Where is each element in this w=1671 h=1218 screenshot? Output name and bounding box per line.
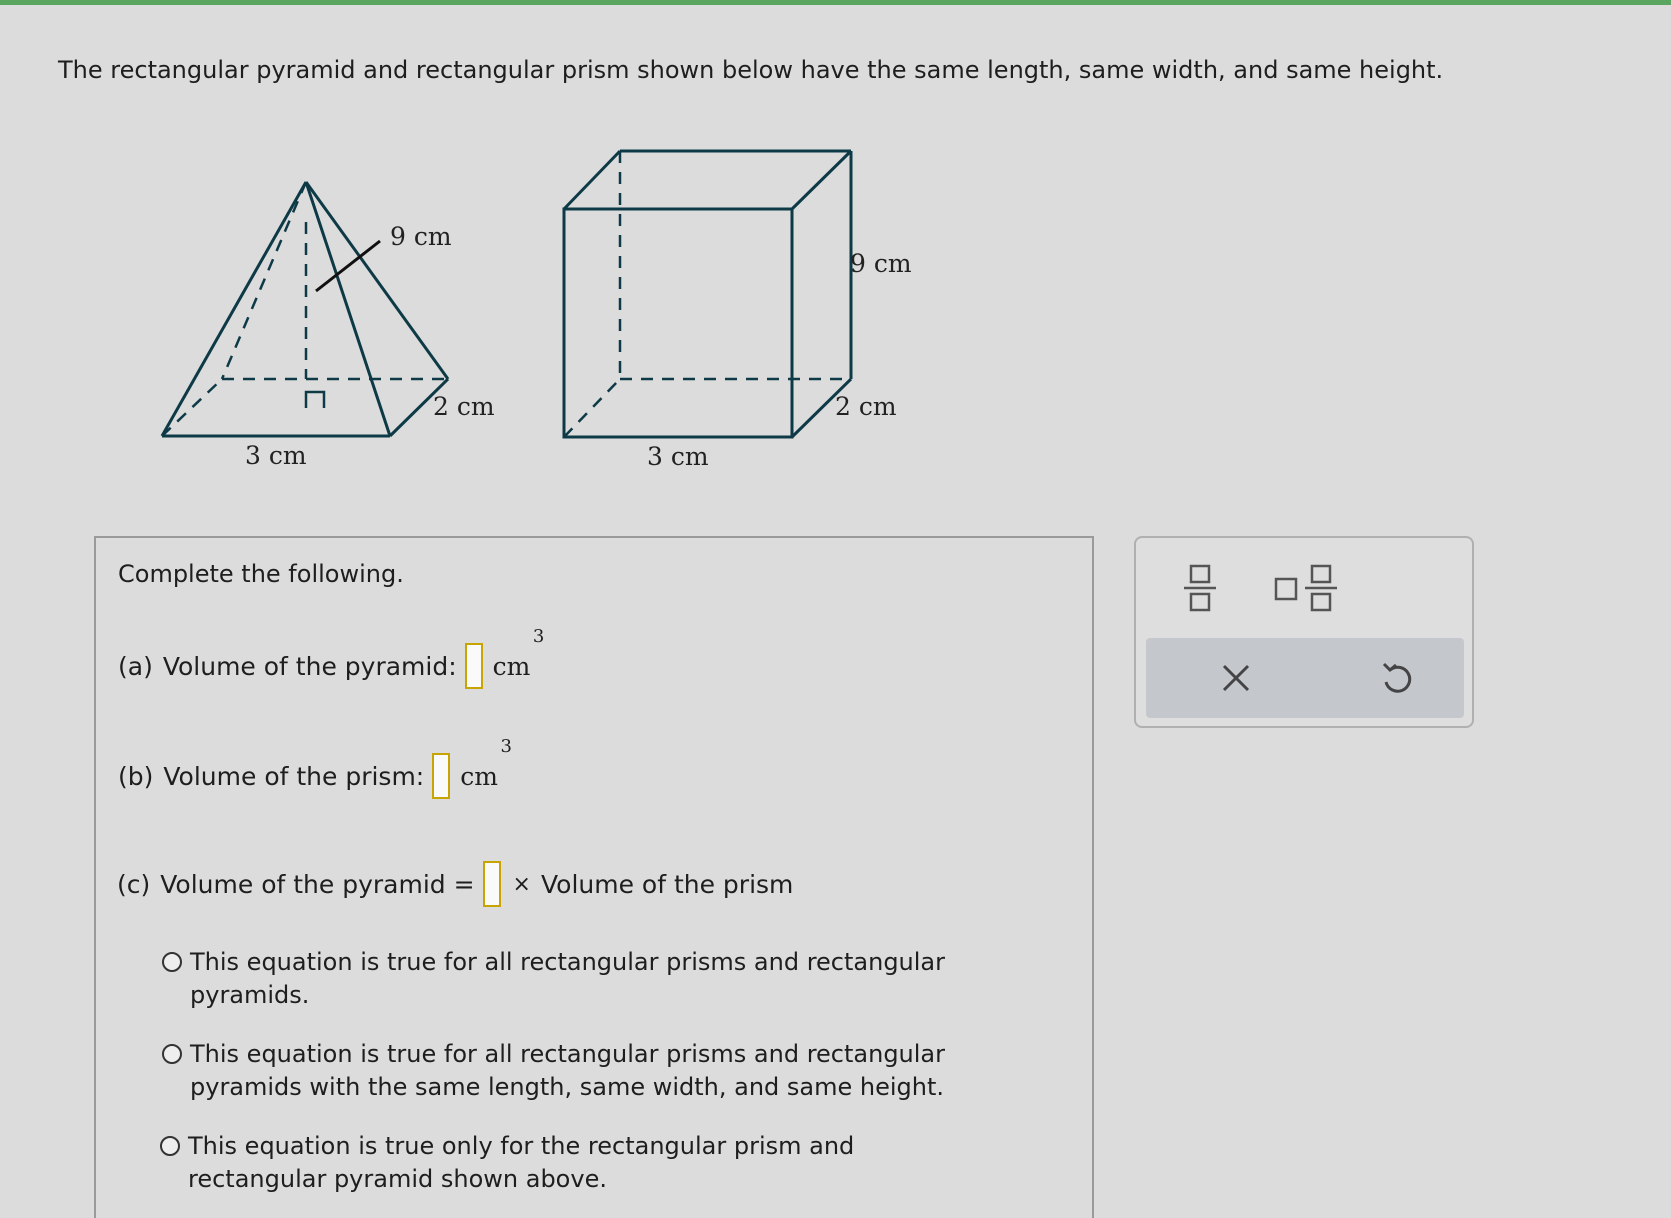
part-a-unit [492,625,545,681]
part-a-label: (a) [118,651,153,681]
part-b-exponent: 3 [500,735,512,757]
clear-icon[interactable] [1218,660,1254,696]
ratio-input[interactable] [483,861,501,907]
radio-button[interactable] [162,1044,182,1064]
option-label [188,1130,854,1196]
option-line: This equation is true only for the rectangular prism and [188,1132,855,1160]
undo-icon[interactable] [1378,658,1416,698]
part-b-label: (b) [118,761,154,791]
prism-width-label: 2 cm [835,392,897,421]
part-b [118,735,512,799]
fraction-icon[interactable] [1180,560,1220,616]
prism-height-label: 9 cm [850,249,912,278]
part-b-text: Volume of the prism: [163,761,425,791]
mixed-number-icon[interactable] [1274,560,1344,616]
option-line: pyramids with the same length, same width, and same height. [190,1073,945,1101]
figures [0,0,1671,520]
part-c-label: (c) [117,869,151,899]
part-a-exponent: 3 [532,625,545,647]
option-label [190,946,945,1012]
prism-volume-input[interactable] [432,753,450,799]
radio-button[interactable] [160,1136,180,1156]
prism-figure [564,151,851,437]
pyramid-figure [162,182,448,436]
option-all-prisms[interactable] [162,946,945,1012]
part-c-text-after: Volume of the prism [540,869,794,899]
option-label [190,1038,945,1104]
part-c-text-before: Volume of the pyramid = [160,869,475,899]
pyramid-height-label: 9 cm [390,222,452,251]
part-a-unit-text: cm [492,651,531,681]
radio-button[interactable] [162,952,182,972]
part-b-unit-text: cm [460,761,498,791]
option-line: This equation is true for all rectangular prisms and rectangular [190,1040,946,1068]
pyramid-width-label: 2 cm [433,392,495,421]
option-line: This equation is true for all rectangular prisms and rectangular [190,948,946,976]
panel-heading: Complete the following. [118,560,404,588]
option-line: rectangular pyramid shown above. [188,1165,607,1193]
toolbox-action-row [1146,638,1464,718]
part-a [118,625,545,689]
option-only-shown[interactable] [160,1130,854,1196]
pyramid-volume-input[interactable] [465,643,483,689]
option-line: pyramids. [190,981,310,1009]
question-text: The rectangular pyramid and rectangular prism shown below have the same length, same width, and same height. [58,56,1444,84]
option-same-dimensions[interactable] [162,1038,945,1104]
math-toolbox [1134,536,1474,728]
times-sign: × [512,871,531,897]
prism-length-label: 3 cm [647,442,709,471]
part-b-unit [460,735,512,791]
part-a-text: Volume of the pyramid: [162,651,457,681]
part-c [117,861,793,907]
pyramid-length-label: 3 cm [245,441,307,470]
